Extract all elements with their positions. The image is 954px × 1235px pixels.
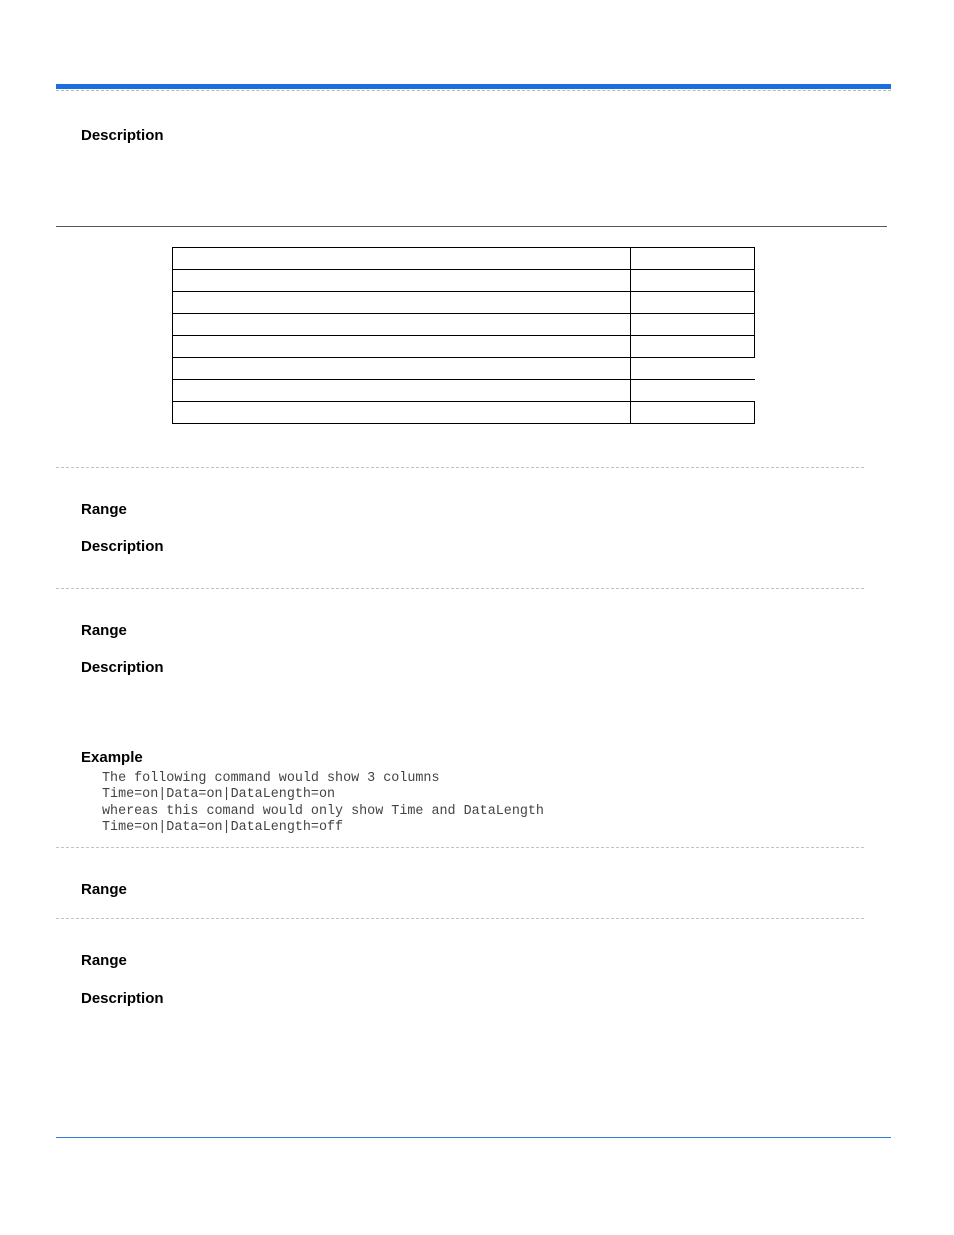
table-cell [173,358,631,380]
table-row [173,270,755,292]
table-cell [173,270,631,292]
table-cell [631,270,755,292]
section-5-range-heading: Range [81,952,127,969]
table-row [173,248,755,270]
section-3-range-heading: Range [81,622,127,639]
code-line: Time=on|Data=on|DataLength=on [102,787,336,803]
code-line: Time=on|Data=on|DataLength=off [102,819,344,835]
code-line: The following command would show 3 columns [102,771,440,786]
footer-rule [56,1137,891,1138]
table-cell [173,380,631,402]
table-cell [173,336,631,358]
section-3-example-heading: Example [81,749,143,766]
table-cell [631,314,755,336]
section-2-range-heading: Range [81,501,127,518]
dashed-divider [56,467,864,468]
table-row [173,336,755,358]
header-accent-bar [56,84,891,89]
table-cell [631,292,755,314]
table-cell [173,402,631,424]
table-row [173,380,755,402]
section-4-range-heading: Range [81,881,127,898]
table-cell [631,248,755,270]
section-3-description-heading: Description [81,659,164,676]
table-row [173,358,755,380]
table-row [173,402,755,424]
section-5-description-heading: Description [81,990,164,1007]
section-rule [56,226,887,227]
table-cell [173,292,631,314]
table-cell [631,358,755,380]
header-dashed-divider [56,90,891,91]
parameter-table [172,247,755,424]
section-1-description-heading: Description [81,127,164,144]
example-code-block [102,771,544,836]
table-cell [173,314,631,336]
table-cell [631,336,755,358]
code-line: whereas this comand would only show Time and DataLength [102,803,544,819]
table-cell [631,380,755,402]
dashed-divider [56,588,864,589]
table-row [173,292,755,314]
section-2-description-heading: Description [81,538,164,555]
dashed-divider [56,918,864,919]
table-row [173,314,755,336]
table-cell [173,248,631,270]
dashed-divider [56,847,864,848]
table-cell [631,402,755,424]
